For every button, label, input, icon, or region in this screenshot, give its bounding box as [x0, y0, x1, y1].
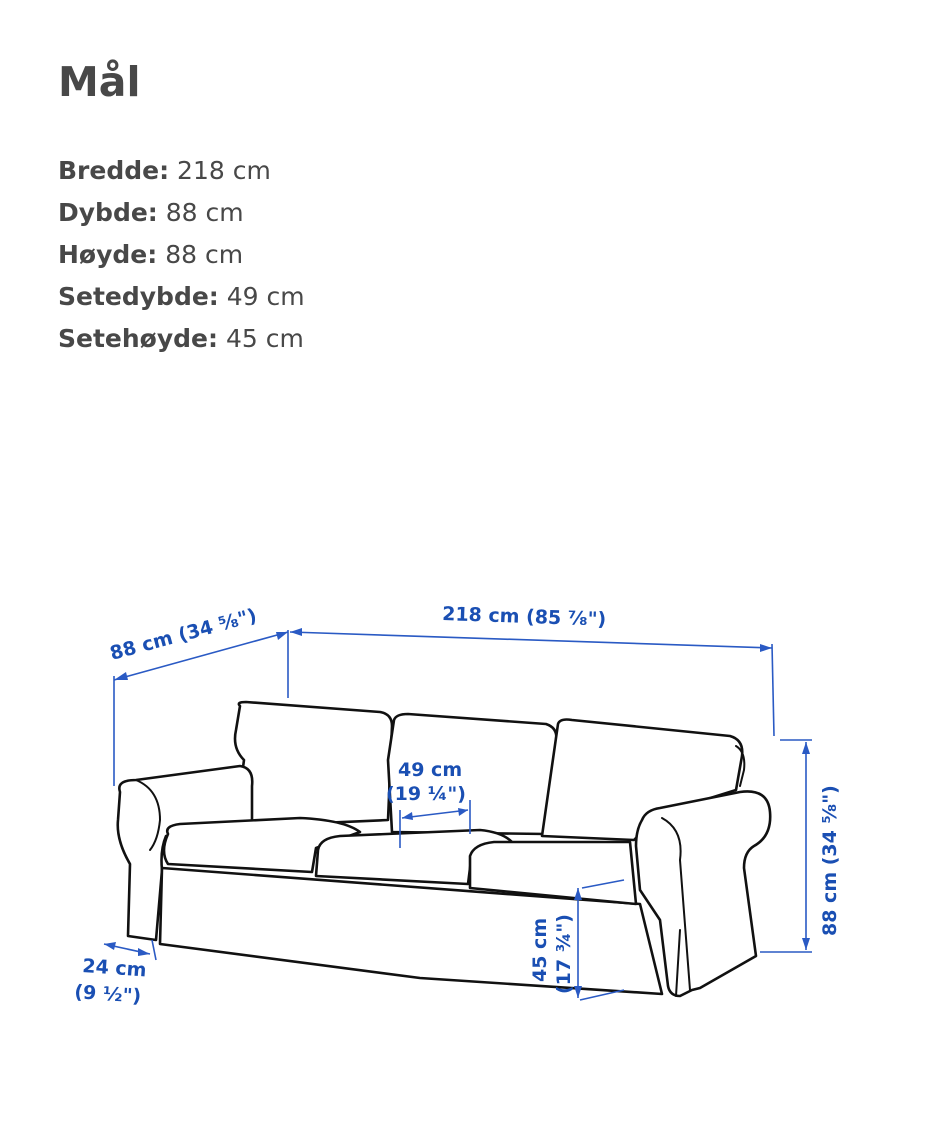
- dimension-label: Bredde:: [58, 156, 170, 185]
- dimension-label: Setehøyde:: [58, 324, 218, 353]
- width-dimension-label: 218 cm (85 ⁷⁄₈"): [441, 603, 607, 631]
- dimension-seat-height: [58, 318, 305, 360]
- sofa-dimension-drawing: [0, 580, 938, 1040]
- height-dimension-label: 88 cm (34 ⁵⁄₈"): [819, 785, 841, 936]
- dimension-label: Setedybde:: [58, 282, 219, 311]
- dimension-value: 88 cm: [165, 198, 244, 227]
- leg-inch-label: (9 ½"): [73, 981, 142, 1008]
- seat-height-cm-label: 45 cm: [529, 917, 551, 982]
- dimension-value: 49 cm: [226, 282, 305, 311]
- dimension-label: Høyde:: [58, 240, 158, 269]
- depth-dimension-label: 88 cm (34 ⁵⁄₈"): [107, 604, 260, 665]
- dimension-value: 45 cm: [225, 324, 304, 353]
- page-title: Mål: [58, 58, 141, 106]
- dimension-seat-depth: [58, 276, 305, 318]
- dimension-width: [58, 150, 305, 192]
- dimensions-list: [58, 150, 305, 360]
- dimension-depth: [58, 192, 305, 234]
- dimension-value: 218 cm: [177, 156, 271, 185]
- seat-depth-inch-label: (19 ¼"): [386, 783, 466, 805]
- dimension-label: Dybde:: [58, 198, 158, 227]
- dimension-value: 88 cm: [165, 240, 244, 269]
- dimension-height: [58, 234, 305, 276]
- sofa-illustration: [118, 702, 770, 996]
- seat-height-inch-label: (17 ¾"): [553, 914, 575, 994]
- seat-depth-cm-label: 49 cm: [398, 759, 463, 781]
- leg-cm-label: 24 cm: [81, 955, 148, 982]
